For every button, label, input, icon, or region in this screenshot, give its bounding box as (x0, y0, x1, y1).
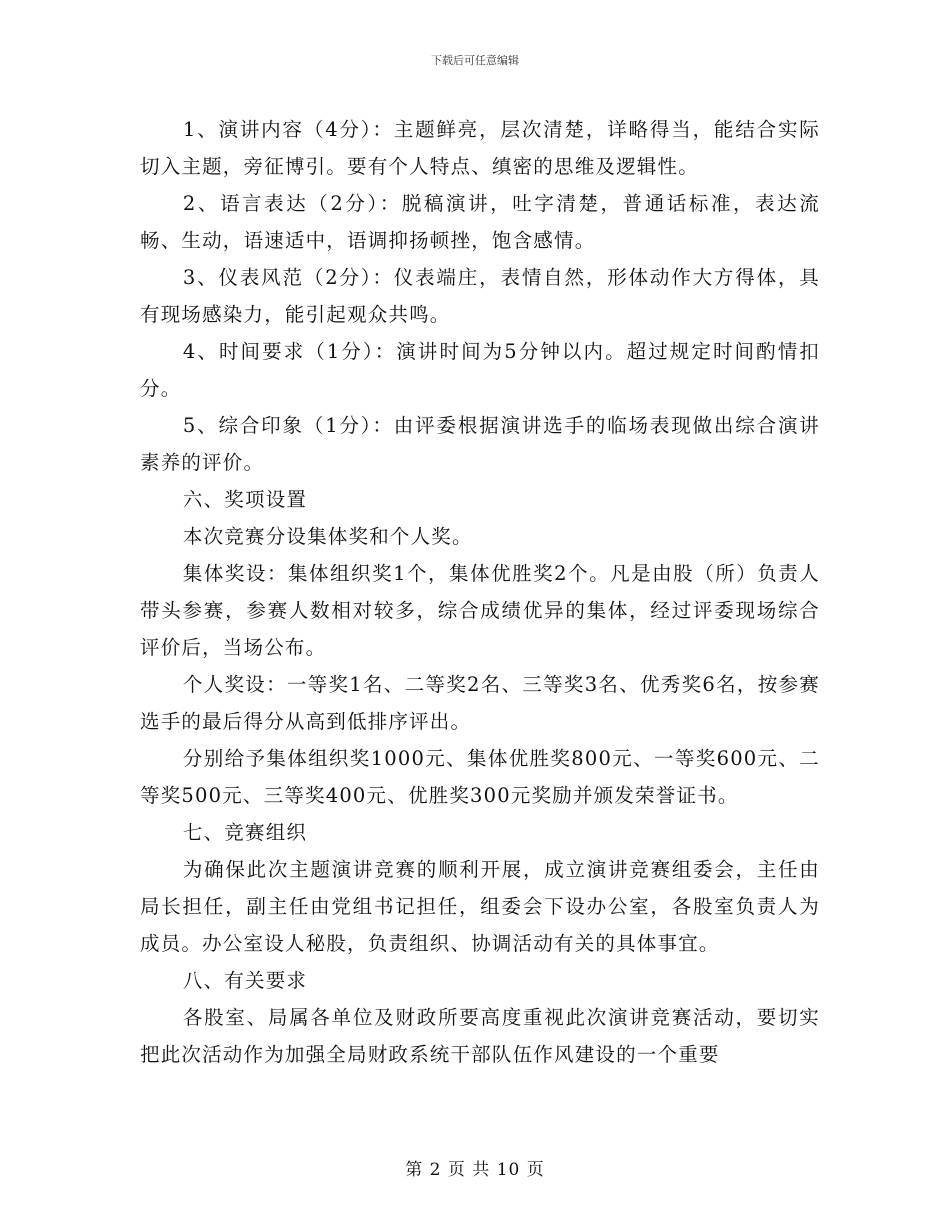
paragraph: 为确保此次主题演讲竞赛的顺利开展，成立演讲竞赛组委会，主任由局长担任，副主任由党组书记担任，组委会下设办公室，各股室负责人为成员。办公室设人秘股，负责组织、协调活动有关的具体事宜。 (140, 858, 820, 955)
paragraph: 4、时间要求（1分）：演讲时间为5分钟以内。超过规定时间酌情扣分。 (140, 340, 820, 400)
section-heading: 七、竞赛组织 (182, 821, 308, 844)
section-heading: 六、奖项设置 (182, 488, 308, 511)
paragraph: 各股室、局属各单位及财政所要高度重视此次演讲竞赛活动，要切实把此次活动作为加强全局财政系统干部队伍作风建设的一个重要 (140, 1006, 820, 1066)
paragraph: 个人奖设：一等奖1名、二等奖2名、三等奖3名、优秀奖6名，按参赛选手的最后得分从高到低排序评出。 (140, 673, 820, 733)
paragraph: 分别给予集体组织奖1000元、集体优胜奖800元、一等奖600元、二等奖500元、三等奖400元、优胜奖300元奖励并颁发荣誉证书。 (140, 747, 820, 807)
paragraph: 1、演讲内容（4分）：主题鲜亮，层次清楚，详略得当，能结合实际切入主题，旁征博引。要有个人特点、缜密的思维及逻辑性。 (140, 118, 820, 178)
paragraph: 5、综合印象（1分）：由评委根据演讲选手的临场表现做出综合演讲素养的评价。 (140, 414, 820, 474)
paragraph: 本次竞赛分设集体奖和个人奖。 (182, 525, 473, 548)
section-heading: 八、有关要求 (182, 969, 308, 992)
page-header: 下载后可任意编辑 (431, 54, 519, 67)
paragraph: 3、仪表风范（2分）：仪表端庄，表情自然，形体动作大方得体，具有现场感染力，能引起观众共鸣。 (140, 266, 820, 326)
paragraph: 集体奖设：集体组织奖1个，集体优胜奖2个。凡是由股（所）负责人带头参赛，参赛人数相对较多，综合成绩优异的集体，经过评委现场综合评价后，当场公布。 (140, 562, 820, 659)
page-footer: 第 2 页 共 10 页 (405, 1160, 545, 1180)
document-body (140, 111, 820, 1073)
paragraph: 2、语言表达（2分）：脱稿演讲，吐字清楚，普通话标准，表达流畅、生动，语速适中，语调抑扬顿挫，饱含感情。 (140, 192, 820, 252)
